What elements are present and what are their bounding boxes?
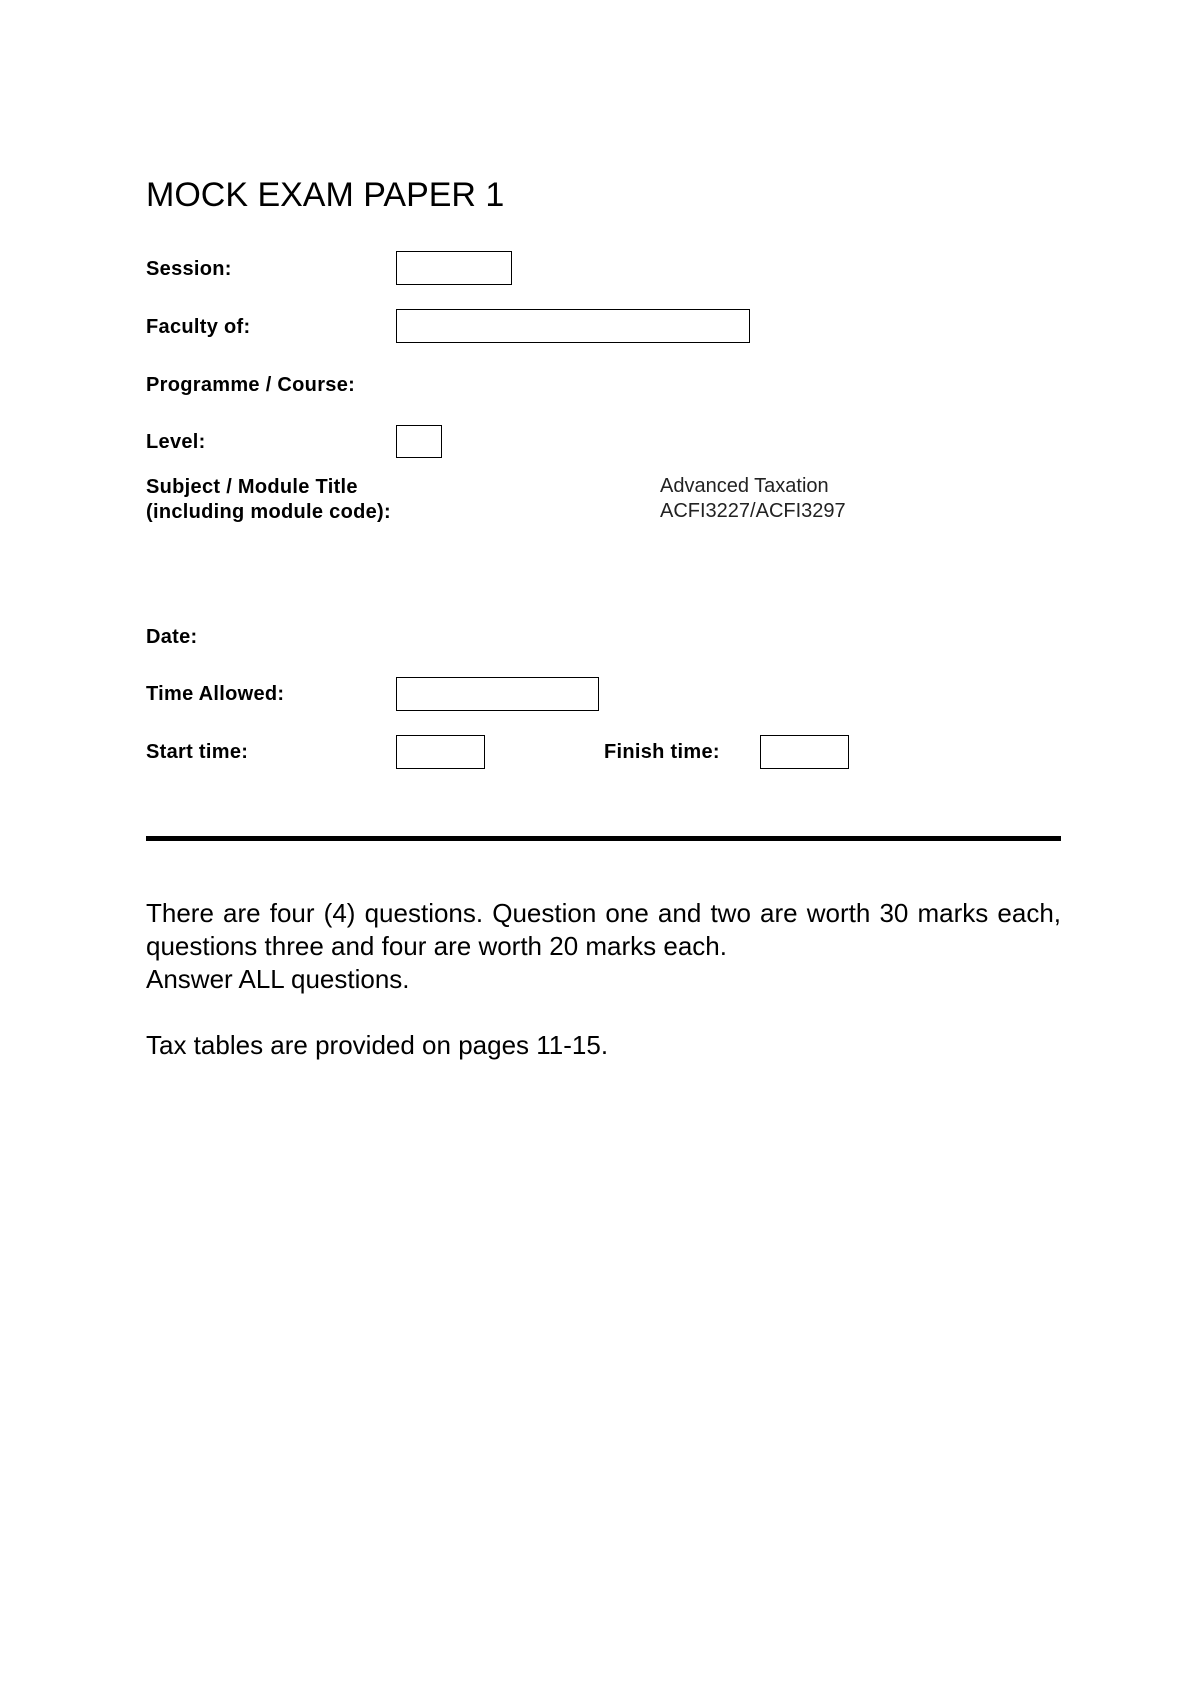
session-field[interactable] bbox=[396, 251, 512, 285]
start-time-label: Start time: bbox=[146, 741, 249, 763]
finish-time-label: Finish time: bbox=[604, 741, 720, 763]
programme-label: Programme / Course: bbox=[146, 374, 356, 396]
subject-label-line2: (including module code): bbox=[146, 501, 391, 523]
level-label: Level: bbox=[146, 431, 206, 453]
session-label: Session: bbox=[146, 258, 232, 280]
subject-value-title: Advanced Taxation bbox=[660, 475, 829, 497]
level-field[interactable] bbox=[396, 425, 442, 458]
faculty-field[interactable] bbox=[396, 309, 750, 343]
section-divider bbox=[146, 836, 1061, 841]
instructions-gap bbox=[146, 996, 1061, 1029]
instructions-marks: There are four (4) questions. Question one and two are worth 30 marks each, questions three and four are worth 20 marks each. bbox=[146, 898, 1061, 961]
instructions-tax-tables: Tax tables are provided on pages 11-15. bbox=[146, 1030, 609, 1060]
instructions-block bbox=[146, 897, 1061, 1062]
date-label: Date: bbox=[146, 626, 198, 648]
faculty-label: Faculty of: bbox=[146, 316, 251, 338]
instructions-answer-all: Answer ALL questions. bbox=[146, 964, 410, 994]
time-allowed-field[interactable] bbox=[396, 677, 599, 711]
time-allowed-label: Time Allowed: bbox=[146, 683, 285, 705]
page-title: MOCK EXAM PAPER 1 bbox=[146, 176, 505, 214]
subject-value-code: ACFI3227/ACFI3297 bbox=[660, 500, 846, 522]
finish-time-field[interactable] bbox=[760, 735, 849, 769]
start-time-field[interactable] bbox=[396, 735, 485, 769]
subject-label-line1: Subject / Module Title bbox=[146, 476, 358, 498]
